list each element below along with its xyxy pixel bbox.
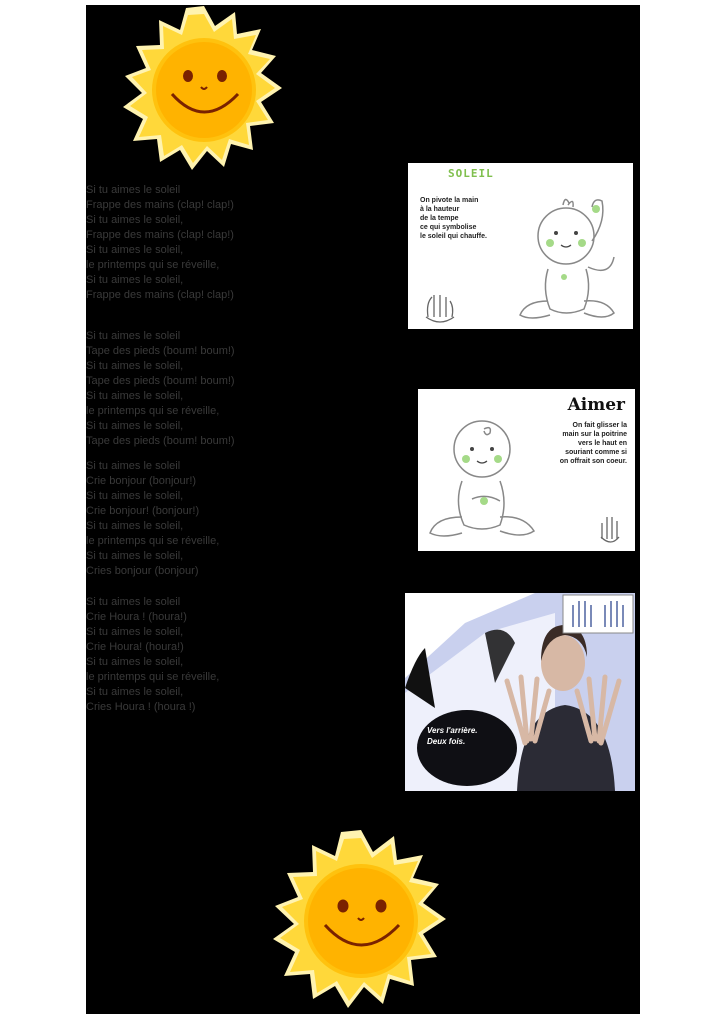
lyric-line: Frappe des mains (clap! clap!) — [86, 199, 234, 211]
card-soleil-text — [420, 196, 487, 241]
card-soleil-title: SOLEIL — [448, 167, 494, 180]
card-text-line: souriant comme si — [565, 449, 627, 456]
lyric-line: Cries Houra ! (houra !) — [86, 701, 196, 713]
card-text-line: main sur la poitrine — [562, 431, 627, 438]
lyrics-verse-3 — [86, 459, 219, 579]
caption-line: Deux fois. — [427, 737, 466, 746]
lyric-line: Tape des pieds (boum! boum!) — [86, 345, 235, 357]
lyric-line: Crie bonjour (bonjour!) — [86, 475, 197, 487]
lyric-line: Si tu aimes le soleil, — [86, 490, 184, 502]
lyric-line: Si tu aimes le soleil — [86, 184, 181, 196]
card-text-line: On pivote la main — [420, 197, 479, 204]
photo-caption — [427, 725, 478, 747]
lyrics-verse-1 — [86, 183, 234, 303]
lyric-line: Si tu aimes le soleil — [86, 596, 181, 608]
lyric-line: Si tu aimes le soleil — [86, 330, 181, 342]
card-text-line: ce qui symbolise — [420, 224, 477, 231]
lyric-line: Si tu aimes le soleil, — [86, 626, 184, 638]
lyric-line: Si tu aimes le soleil, — [86, 420, 184, 432]
baby-signing-sun-illustration — [508, 181, 628, 326]
signing-person-photo — [405, 593, 635, 791]
sun-top-icon — [117, 4, 291, 176]
hand-icon — [422, 287, 458, 325]
lyric-line: Crie Houra! (houra!) — [86, 641, 184, 653]
lyric-line: Si tu aimes le soleil — [86, 460, 181, 472]
card-aimer-title: Aimer — [567, 395, 625, 415]
lyric-line: Tape des pieds (boum! boum!) — [86, 435, 235, 447]
lyric-line: le printemps qui se réveille, — [86, 259, 220, 271]
lyric-line: Si tu aimes le soleil, — [86, 360, 184, 372]
card-text-line: à la hauteur — [420, 206, 460, 213]
lyric-line: Si tu aimes le soleil, — [86, 550, 184, 562]
sun-bottom-icon — [266, 828, 456, 1014]
lyric-line: Tape des pieds (boum! boum!) — [86, 375, 235, 387]
lyric-line: Cries bonjour (bonjour) — [86, 565, 199, 577]
baby-signing-love-illustration — [422, 407, 542, 549]
lyric-line: Si tu aimes le soleil, — [86, 686, 184, 698]
lyric-line: le printemps qui se réveille, — [86, 535, 220, 547]
card-text-line: de la tempe — [420, 215, 459, 222]
lyric-line: Crie bonjour! (bonjour!) — [86, 505, 200, 517]
open-hand-icon — [597, 511, 623, 545]
card-text-line: vers le haut en — [577, 440, 627, 447]
lyric-line: Si tu aimes le soleil, — [86, 390, 184, 402]
card-text-line: le soleil qui chauffe. — [420, 233, 487, 240]
lyrics-verse-4 — [86, 595, 219, 715]
card-text-line: On fait glisser la — [572, 422, 627, 429]
lyric-line: le printemps qui se réveille, — [86, 405, 220, 417]
lyric-line: Crie Houra ! (houra!) — [86, 611, 187, 623]
lyric-line: Si tu aimes le soleil, — [86, 520, 184, 532]
lyric-line: Si tu aimes le soleil, — [86, 244, 184, 256]
card-aimer-text — [560, 421, 627, 466]
lyric-line: le printemps qui se réveille, — [86, 671, 220, 683]
lyric-line: Frappe des mains (clap! clap!) — [86, 289, 234, 301]
lyric-line: Frappe des mains (clap! clap!) — [86, 229, 234, 241]
caption-line: Vers l'arrière. — [427, 726, 478, 735]
card-text-line: on offrait son coeur. — [559, 458, 627, 465]
lyric-line: Si tu aimes le soleil, — [86, 214, 184, 226]
lyrics-verse-2 — [86, 329, 235, 449]
photo-background — [405, 593, 635, 791]
lyric-line: Si tu aimes le soleil, — [86, 274, 184, 286]
sign-card-soleil — [408, 163, 633, 329]
sign-card-aimer — [418, 389, 635, 551]
lyric-line: Si tu aimes le soleil, — [86, 656, 184, 668]
